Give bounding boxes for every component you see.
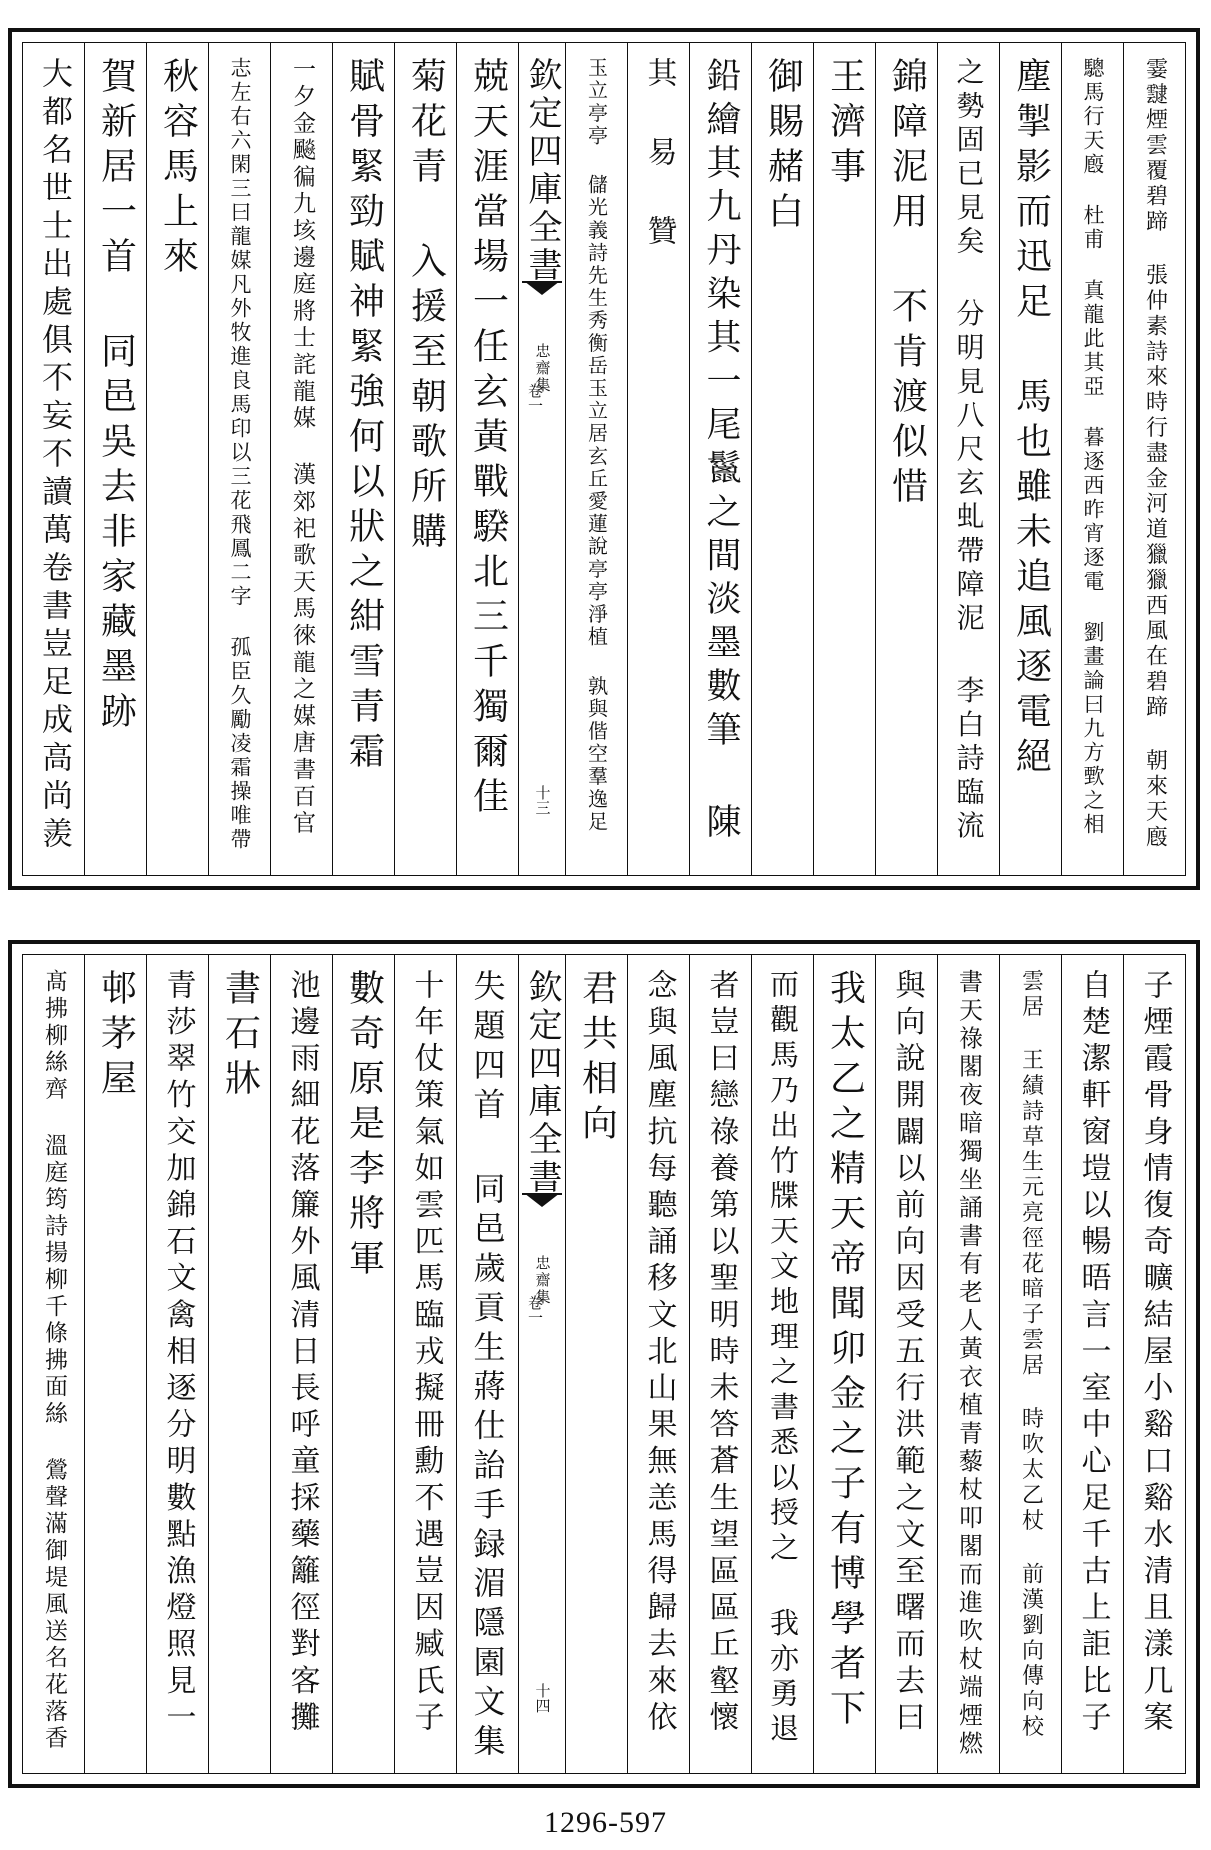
text-column — [146, 955, 208, 1773]
text-column — [875, 955, 937, 1773]
column-text: 玉立亭亭 儲光義詩先生秀衡岳玉立居玄丘愛蓮說亭亭淨植 孰與偕空羣逸足 — [584, 57, 609, 834]
column-text: 霎靆煙雲覆碧蹄 張仲素詩來時行盡金河道獵獵西風在碧蹄 朝來天廏 — [1142, 57, 1168, 851]
column-text: 髙拂柳絲齊 溫庭筠詩揚柳千條拂面絲 鶯聲滿御堤風送名花落香 — [41, 969, 67, 1753]
top-page — [8, 28, 1200, 890]
text-column — [332, 43, 394, 875]
banner-column — [518, 43, 565, 875]
column-text: 御賜赭白 — [762, 57, 804, 237]
column-text: 之勢固已見矣 分明見八尺玄虬帶障泥 李白詩臨流 — [952, 57, 986, 845]
text-column — [84, 43, 146, 875]
column-text: 邨茅屋 — [95, 969, 137, 1104]
bottom-page — [8, 940, 1200, 1788]
fish-tail-mark — [522, 1193, 562, 1217]
column-text: 十年仗策氣如雲匹馬臨戎擬冊勳不遇豈因臧氏子 — [408, 969, 444, 1738]
column-text: 念與風塵抗每聽誦移文北山果無恙馬得歸去來依 — [641, 969, 677, 1738]
volume-label: 卷一 — [526, 1295, 544, 1325]
text-column — [208, 43, 270, 875]
column-text: 驄馬行天廏 杜甫 真龍此其亞 暮逐西昨宵逐電 劉畫論曰九方歅之相 — [1081, 57, 1105, 837]
column-text: 菊花青 入援至朝歌所購 — [405, 57, 447, 557]
text-column — [394, 43, 456, 875]
text-column — [689, 955, 751, 1773]
book-title: 忠齋集 — [533, 1255, 552, 1306]
folio-number: 1296-597 — [544, 1806, 667, 1839]
text-column — [999, 955, 1061, 1773]
text-column — [813, 43, 875, 875]
bottom-page-columns — [22, 954, 1186, 1774]
leaf-number: 十三 — [533, 785, 552, 815]
column-text: 王濟事 — [824, 57, 866, 192]
text-column — [270, 43, 332, 875]
column-text: 書石牀 — [219, 969, 261, 1104]
column-text: 數奇原是李將軍 — [343, 969, 385, 1284]
column-text: 其 易 贊 — [641, 57, 677, 252]
text-column — [84, 955, 146, 1773]
column-text: 失題四首 同邑歲貢生蔣仕詒手録湄隱園文集 — [468, 969, 507, 1763]
text-column — [689, 43, 751, 875]
text-column — [1123, 955, 1185, 1773]
series-title: 欽定四庫全書 — [522, 969, 562, 1197]
column-text: 而觀馬乃出竹牒天文地理之書悉以授之 我亦勇退 — [766, 969, 800, 1749]
text-column — [937, 955, 999, 1773]
column-text: 青莎翠竹交加錦石文禽相逐分明數點漁燈照見一 — [160, 969, 196, 1738]
leaf-number: 十四 — [533, 1683, 552, 1713]
column-text: 賀新居一首 同邑吳去非家藏墨跡 — [95, 57, 137, 737]
text-column — [565, 955, 627, 1773]
text-column — [1061, 955, 1123, 1773]
text-column — [23, 43, 84, 875]
column-text: 大都名世士出處俱不妄不讀萬卷書豈足成高尚羨 — [36, 57, 72, 855]
column-text: 錦障泥用 不肯渡似惜 — [886, 57, 928, 512]
text-column — [937, 43, 999, 875]
text-column — [627, 955, 689, 1773]
volume-label: 卷一 — [526, 383, 544, 413]
column-text: 我太乙之精天帝聞卯金之子有博學者下 — [824, 969, 866, 1734]
text-column — [627, 43, 689, 875]
text-column — [1061, 43, 1123, 875]
text-column — [456, 955, 518, 1773]
top-page-columns — [22, 42, 1186, 876]
series-title: 欽定四庫全書 — [522, 57, 562, 285]
text-column — [751, 955, 813, 1773]
text-column — [208, 955, 270, 1773]
text-column — [565, 43, 627, 875]
column-text: 志左右六閑三曰龍媒凡外牧進良馬印以三花飛鳳二字 孤臣久勵凌霜操唯帶 — [228, 57, 252, 852]
column-text: 雲居 王績詩草生元亮徑花暗子雲居 時吹太乙杖 前漢劉向傳向校 — [1018, 969, 1044, 1740]
text-column — [999, 43, 1061, 875]
text-column — [1123, 43, 1185, 875]
text-column — [332, 955, 394, 1773]
text-column — [23, 955, 84, 1773]
column-text: 鉛繪其九丹染其一尾鬣之間淡墨數筆 陳 — [701, 57, 741, 847]
text-column — [146, 43, 208, 875]
column-text: 一夕金飈徧九垓邊庭將士詫龍媒 漢郊祀歌天馬徠龍之媒唐書百官 — [289, 57, 315, 838]
column-text: 子煙霞骨身情復奇曠結屋小谿口谿水清且漾几案 — [1137, 969, 1173, 1738]
book-title: 忠齋集 — [533, 343, 552, 394]
column-text: 君共相向 — [576, 969, 618, 1149]
banner-column — [518, 955, 565, 1773]
column-text: 自楚潔軒窗塏以暢晤言一室中心足千古上詎比子 — [1075, 969, 1111, 1738]
column-text: 兢天涯當場一任玄黃戰騤北三千獨爾佳 — [467, 57, 509, 822]
text-column — [270, 955, 332, 1773]
text-column — [751, 43, 813, 875]
text-column — [456, 43, 518, 875]
text-column — [394, 955, 456, 1773]
fish-tail-mark — [522, 281, 562, 305]
column-text: 賦骨緊勁賦神緊強何以狀之紺雪青霜 — [343, 57, 385, 777]
text-column — [875, 43, 937, 875]
column-text: 塵掣影而迅足 馬也雖未追風逐電絕 — [1010, 57, 1052, 782]
column-text: 池邊雨細花落簾外風清日長呼童採藥籬徑對客攤 — [284, 969, 320, 1738]
column-text: 秋容馬上來 — [157, 57, 199, 282]
text-column — [813, 955, 875, 1773]
column-text: 與向說開闢以前向因受五行洪範之文至曙而去曰 — [889, 969, 925, 1738]
column-text: 書天祿閣夜暗獨坐誦書有老人黃衣植青藜杖叩閣而進吹杖端煙燃 — [954, 969, 983, 1759]
column-text: 者豈曰戀祿養第以聖明時未答蒼生望區區丘壑懷 — [703, 969, 739, 1738]
